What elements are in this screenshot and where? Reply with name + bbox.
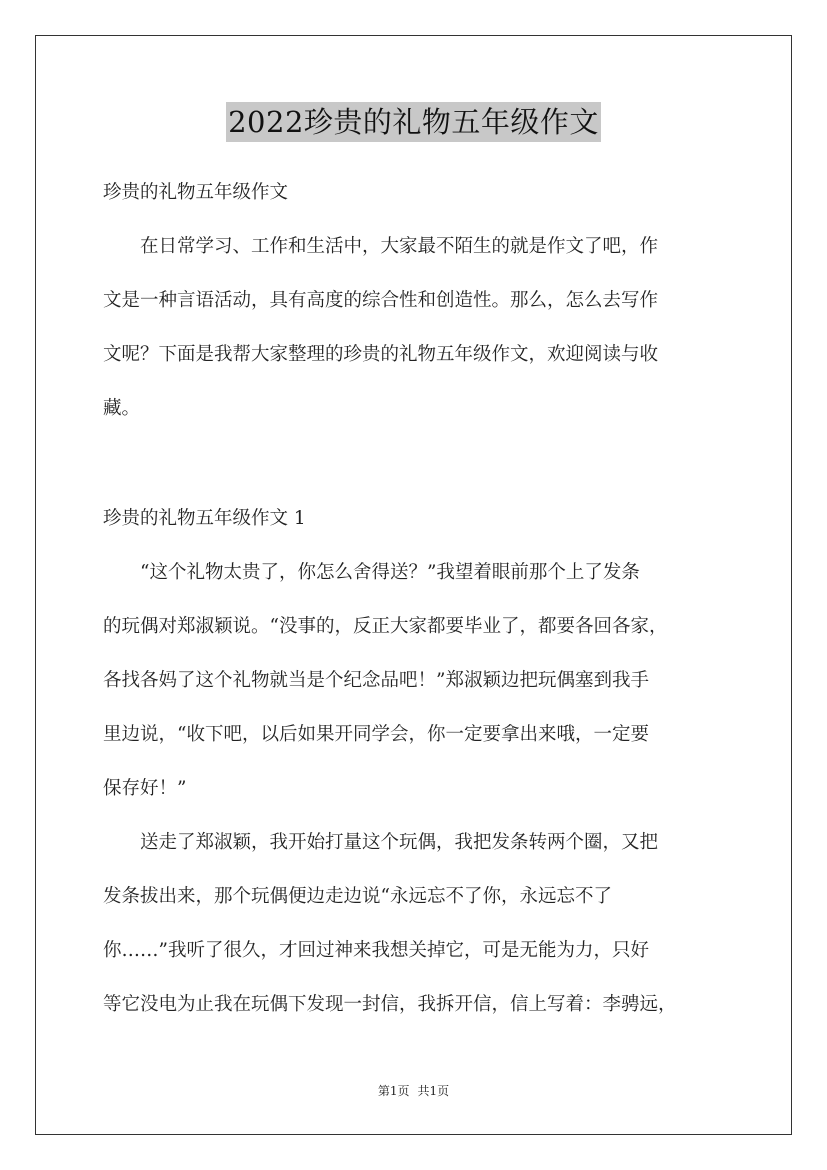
paragraph-line: 保存好！” xyxy=(103,778,187,799)
page-number: 第1页 xyxy=(377,1084,410,1098)
paragraph-line: “这个礼物太贵了，你怎么舍得送？”我望着眼前那个上了发条 xyxy=(103,562,640,583)
page-footer xyxy=(0,1082,827,1100)
document-title: 2022珍贵的礼物五年级作文 xyxy=(226,102,601,142)
paragraph-line: 你……”我听了很久，才回过神来我想关掉它，可是无能为力，只好 xyxy=(103,940,649,961)
section-heading: 珍贵的礼物五年级作文 1 xyxy=(103,508,306,529)
paragraph-line: 等它没电为止我在玩偶下发现一封信，我拆开信，信上写着：李骋远， xyxy=(103,994,677,1015)
paragraph-line: 在日常学习、工作和生活中，大家最不陌生的就是作文了吧，作 xyxy=(103,236,659,257)
paragraph-line: 发条拔出来，那个玩偶便边走边说“永远忘不了你，永远忘不了 xyxy=(103,886,612,907)
paragraph-line: 送走了郑淑颖，我开始打量这个玩偶，我把发条转两个圈，又把 xyxy=(103,832,659,853)
title-container xyxy=(0,102,827,142)
paragraph-line: 文是一种言语活动，具有高度的综合性和创造性。那么，怎么去写作 xyxy=(103,290,659,311)
subtitle-heading: 珍贵的礼物五年级作文 xyxy=(103,182,289,203)
paragraph-line: 的玩偶对郑淑颖说。“没事的，反正大家都要毕业了，都要各回各家， xyxy=(103,616,668,637)
paragraph-line: 文呢？下面是我帮大家整理的珍贵的礼物五年级作文，欢迎阅读与收 xyxy=(103,344,659,365)
paragraph-line: 里边说，“收下吧，以后如果开同学会，你一定要拿出来哦，一定要 xyxy=(103,724,649,745)
paragraph-line: 藏。 xyxy=(103,398,141,419)
page-total: 共1页 xyxy=(417,1084,450,1098)
paragraph-line: 各找各妈了这个礼物就当是个纪念品吧！”郑淑颖边把玩偶塞到我手 xyxy=(103,670,649,691)
